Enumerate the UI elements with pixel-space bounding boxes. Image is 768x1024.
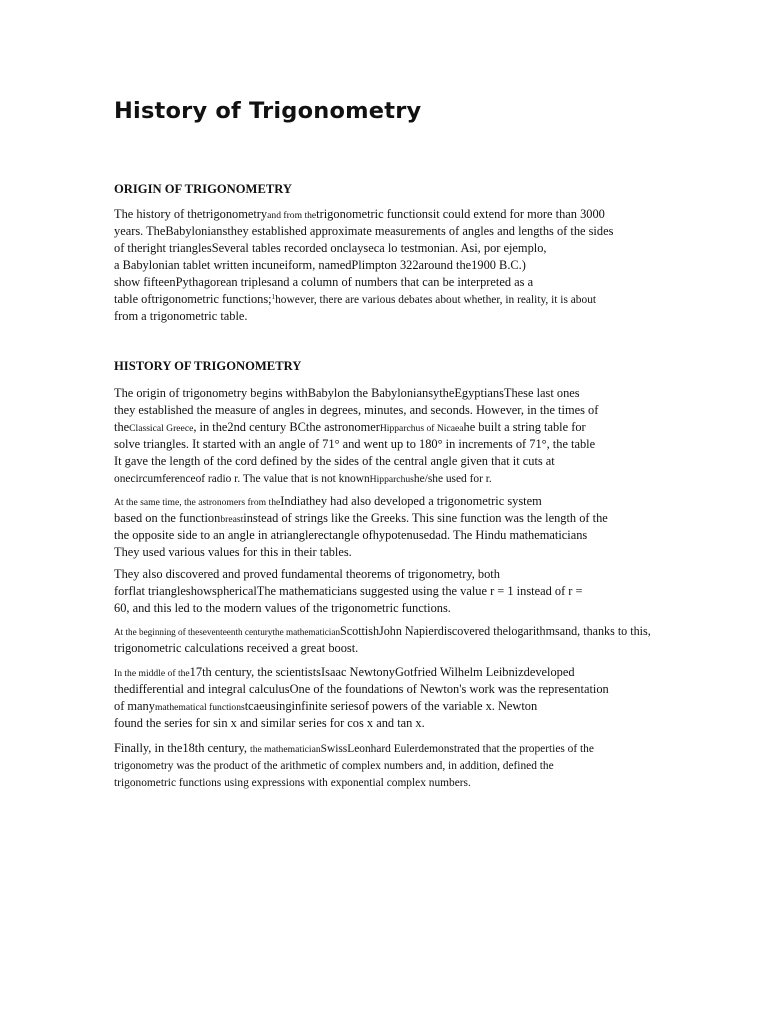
paragraph-origin <box>114 206 684 325</box>
paragraph-history-2 <box>114 493 684 561</box>
paragraph-history-3 <box>114 566 684 617</box>
text-line: The history of thetrigonometryand from thetrigonometric functionsit could extend for more than 3000 <box>114 207 605 221</box>
text-line: they established the measure of angles in degrees, minutes, and seconds. However, in the times of <box>114 403 599 417</box>
text-line: trigonometry was the product of the arithmetic of complex numbers and, in addition, defined the <box>114 760 554 772</box>
text-line: Finally, in the18th century, the mathematicianSwissLeonhard Eulerdemonstrated that the properties of the <box>114 741 594 755</box>
text-line: 60, and this led to the modern values of the trigonometric functions. <box>114 601 451 615</box>
text-line: At the same time, the astronomers from theIndiathey had also developed a trigonometric system <box>114 494 542 508</box>
text-line: from a trigonometric table. <box>114 309 248 323</box>
text-line: The origin of trigonometry begins withBabylon the BabyloniansytheEgyptiansThese last ones <box>114 386 580 400</box>
paragraph-history-5 <box>114 664 684 732</box>
text-line: trigonometric calculations received a great boost. <box>114 641 359 655</box>
text-line: theClassical Greece, in the2nd century BCthe astronomerHipparchus of Nicaeahe built a string table for <box>114 420 586 434</box>
footnote-marker[interactable]: 1 <box>271 293 276 301</box>
text-line: table oftrigonometric functions;$^1$however, there are various debates about whether, in reality, it is about <box>114 292 597 306</box>
text-line: of manymathematical functionstcaeusinginfinite seriesof powers of the variable x. Newton <box>114 699 538 713</box>
text-line: At the beginning of theseventeenth centurythe mathematicianScottishJohn Napierdiscovered thelogarithmsand, thanks to this, <box>114 624 651 638</box>
text-line: They also discovered and proved fundamental theorems of trigonometry, both <box>114 567 500 581</box>
text-line: thedifferential and integral calculusOne of the foundations of Newton's work was the representation <box>114 682 609 696</box>
text-line: found the series for sin x and similar series for cos x and tan x. <box>114 716 425 730</box>
text-line: show fifteenPythagorean triplesand a column of numbers that can be interpreted as a <box>114 275 534 289</box>
text-line: onecircumferenceof radio r. The value that is not knownHipparchushe/she used for r. <box>114 473 492 485</box>
paragraph-history-6 <box>114 740 684 791</box>
paragraph-history-4 <box>114 623 684 657</box>
text-line: years. TheBabyloniansthey established approximate measurements of angles and lengths of the sides <box>114 224 614 238</box>
text-line: of theright trianglesSeveral tables recorded onclayseca lo testmonian. Asi, por ejemplo, <box>114 241 547 255</box>
section-heading-history: HISTORY OF TRIGONOMETRY <box>114 359 302 373</box>
text-line: trigonometric functions using expressions with exponential complex numbers. <box>114 777 471 789</box>
page-title: History of Trigonometry <box>114 98 422 124</box>
text-line: solve triangles. It started with an angle of 71° and went up to 180° in increments of 71°, the table <box>114 437 596 451</box>
document-page <box>114 96 684 791</box>
section-heading-origin: ORIGIN OF TRIGONOMETRY <box>114 182 292 196</box>
text-line: They used various values for this in their tables. <box>114 545 352 559</box>
text-line: forflat triangleshowsphericalThe mathematicians suggested using the value r = 1 instead of r = <box>114 584 583 598</box>
paragraph-history-1 <box>114 385 684 487</box>
text-line: the opposite side to an angle in atrianglerectangle ofhypotenusedad. The Hindu mathematicians <box>114 528 588 542</box>
text-line: based on the functionbreastinstead of strings like the Greeks. This sine function was the length of the <box>114 511 608 525</box>
text-line: a Babylonian tablet written incuneiform, namedPlimpton 322around the1900 B.C.) <box>114 258 526 272</box>
text-line: It gave the length of the cord defined by the sides of the central angle given that it cuts at <box>114 454 555 468</box>
text-line: In the middle of the17th century, the scientistsIsaac NewtonyGotfried Wilhelm Leibnizdeveloped <box>114 665 575 679</box>
